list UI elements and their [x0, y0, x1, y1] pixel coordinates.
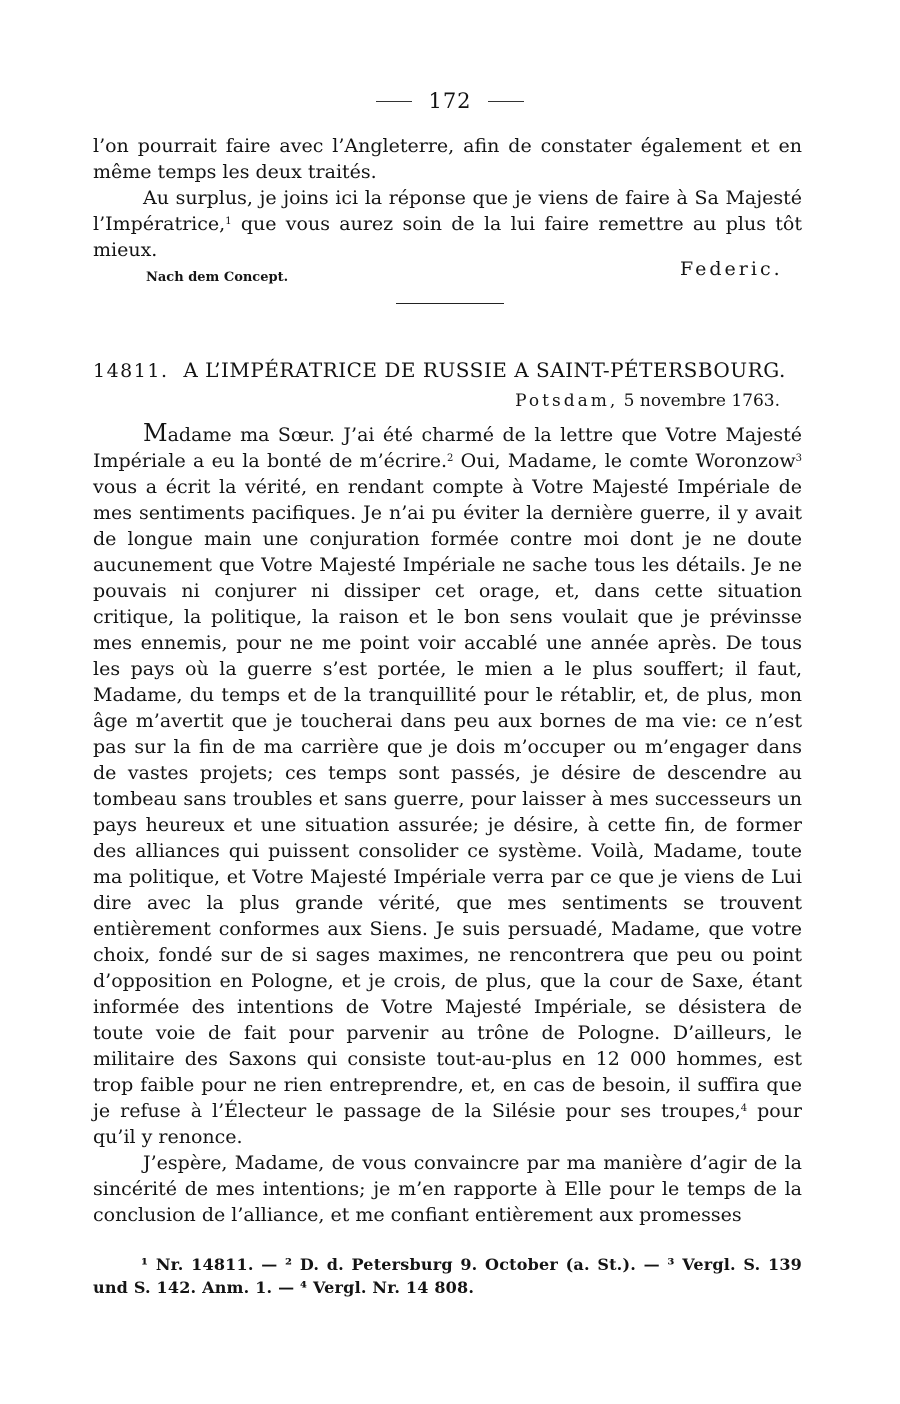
- paragraph-text: que vous aurez soin de la lui faire remettre au plus tôt mieux.: [93, 213, 802, 261]
- footnote-ref: 4: [740, 1103, 748, 1114]
- letter-body: [93, 420, 802, 1228]
- letter-paragraph-1: [93, 420, 802, 1150]
- letter-heading: [93, 358, 802, 382]
- source-note: Nach dem Concept.: [146, 270, 289, 285]
- paragraph-text: Au surplus, je joins ici la réponse que je viens de faire à Sa Majesté l’Impératrice,: [93, 187, 802, 235]
- page-number: 172: [428, 89, 472, 113]
- letter-recipient: A L’IMPÉRATRICE DE RUSSIE A SAINT-PÉTERSBOURG.: [183, 358, 786, 382]
- footnote-ref: 1: [225, 216, 232, 227]
- footnotes: [93, 1253, 802, 1299]
- footnote-ref: 2: [447, 453, 454, 464]
- header-rule-right: [488, 101, 524, 102]
- paragraph-text: vous a écrit la vérité, en rendant compte à Votre Majesté Impériale de mes sentiments pacifiques. Je n’ai pu éviter la dernière guerre, il y avait de longue main une conjuration formée contre moi dont je ne doute aucunement que Votre Majesté Impériale ne sache tous les détails. Je ne pouvais ni conjurer ni dissiper cet orage, et, dans cette situation critique, la politique, la raison et le bon sens voulait que je prévinsse mes ennemis, pour ne me point voir accablé une année après. De tous les pays où la guerre s’est portée, le mien a le plus souffert; il faut, Madame, du temps et de la tranquillité pour le rétablir, et, de plus, mon âge m’avertit que je toucherai dans peu aux bornes de ma vie: ce n’est pas sur la fin de ma carrière que je dois m’occuper ou m’engager dans de vastes projets; ces temps sont passés, je désire de descendre au tombeau sans troubles et sans guerre, pour laisser à mes successeurs un pays heureux et une situation assurée; je désire, à cette fin, de former des alliances qui puissent consolider ce système. Voilà, Madame, toute ma politique, et Votre Majesté Impériale verra par ce que je viens de Lui dire avec la plus grande vérité, que mes sentiments se trouvent entièrement conformes aux Siens. Je suis persuadé, Madame, que votre choix, fondé sur de si sages maximes, ne rencontrera que peu ou point d’opposition en Pologne, et je crois, de plus, que la cour de Saxe, étant informée des intentions de Votre Majesté Impériale, se désistera de toute voie de fait pour parvenir au trône de Pologne. D’ailleurs, le militaire des Saxons qui consiste tout-au-plus en 12 000 hommes, est trop faible pour ne rien entreprendre, et, en cas de besoin, il suffira que je refuse à l’Électeur le passage de la Silésie pour ses troupes,: [93, 476, 802, 1122]
- header-rule-left: [376, 101, 412, 102]
- footnote-line: ¹ Nr. 14811. — ² D. d. Petersburg 9. October (a. St.). — ³ Vergl. S. 139: [141, 1255, 802, 1274]
- continuation-paragraph-2: [93, 185, 802, 263]
- letter-paragraph-2: J’espère, Madame, de vous convaincre par ma manière d’agir de la sincérité de mes intentions; je m’en rapporte à Elle pour le temps de la conclusion de l’alliance, et me confiant entièrement aux promesses: [93, 1152, 802, 1226]
- dropcap: M: [143, 419, 168, 447]
- footnote-ref: 3: [795, 453, 802, 464]
- signature: Federic.: [680, 258, 783, 280]
- footnote-line: und S. 142. Anm. 1. — ⁴ Vergl. Nr. 14 808.: [93, 1278, 475, 1297]
- letter-number: 14811.: [93, 360, 169, 382]
- paragraph-text: adame ma Sœur. J’ai été charmé de la lettre que Votre Majesté Impériale a eu la bonté de m’écrire.: [93, 424, 802, 472]
- letter-date: 5 novembre 1763.: [623, 391, 780, 411]
- running-header: [0, 86, 900, 116]
- section-divider: [396, 303, 504, 304]
- paragraph-text: pour qu’il y renonce.: [93, 1100, 803, 1148]
- letter-place: Potsdam,: [515, 391, 619, 411]
- continuation-paragraph: l’on pourrait faire avec l’Angleterre, afin de constater également et en même temps les deux traités.: [93, 135, 802, 183]
- paragraph-text: Oui, Madame, le comte Woronzow: [453, 450, 796, 472]
- letter-dateline: [480, 391, 780, 411]
- continuation-text: [93, 133, 802, 263]
